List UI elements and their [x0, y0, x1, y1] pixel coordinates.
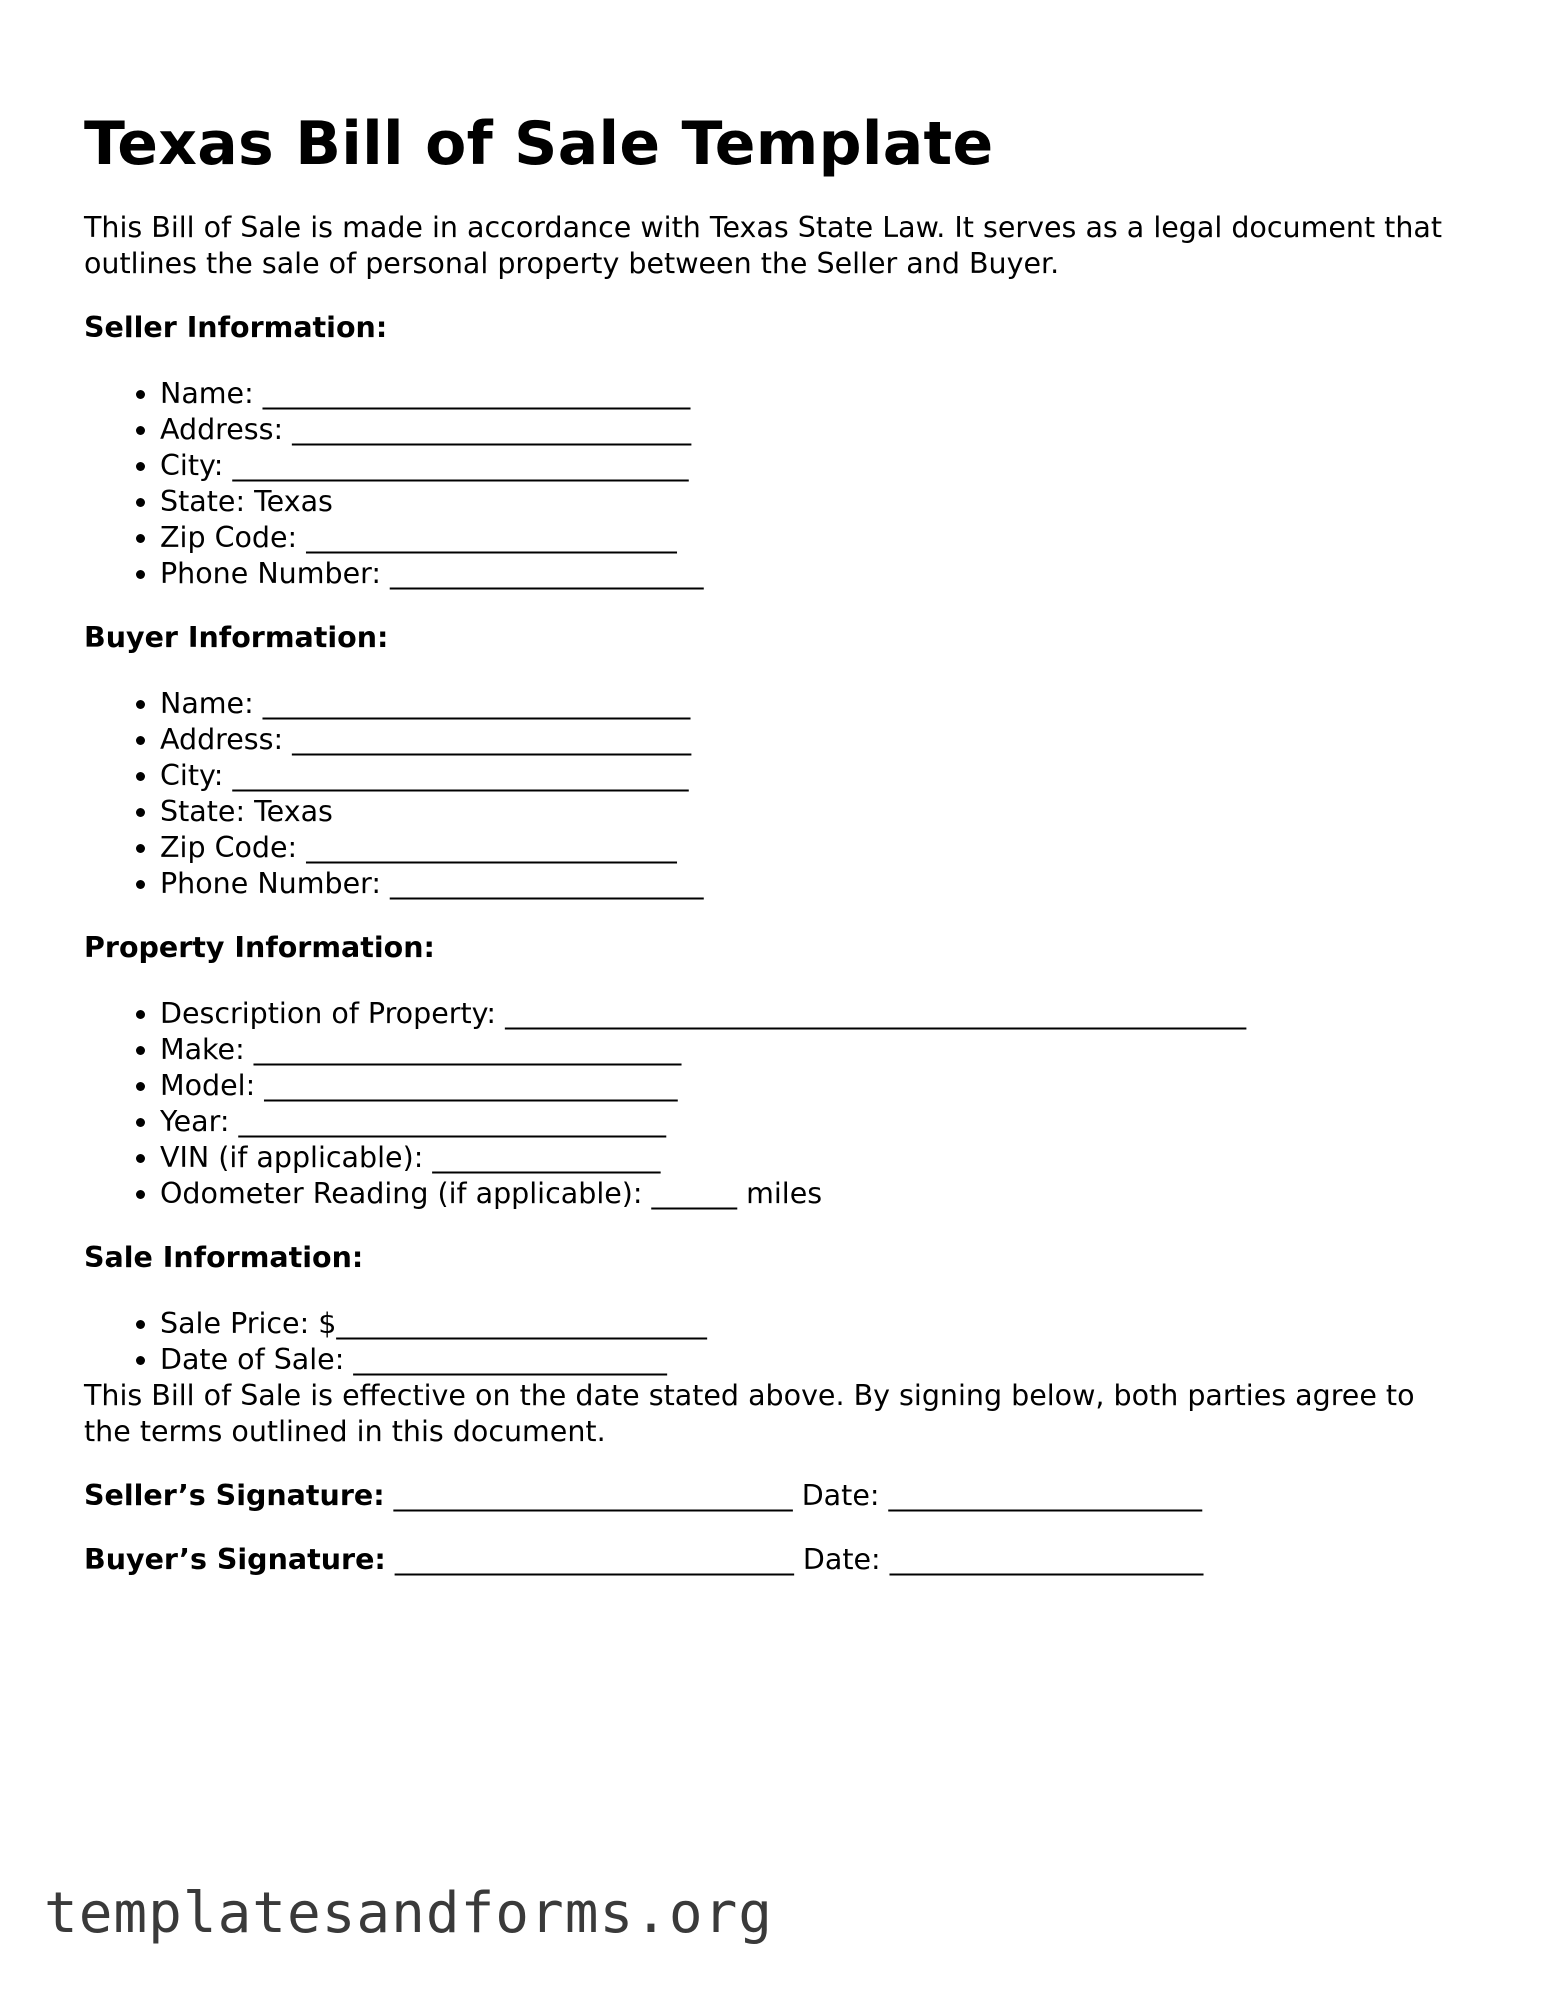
buyer-state-field: • State: Texas	[160, 794, 1464, 830]
property-year-field[interactable]: • Year: ______________________________	[160, 1104, 1464, 1140]
sale-date-field[interactable]: • Date of Sale: ______________________	[160, 1342, 1464, 1378]
document-title: Texas Bill of Sale Template	[84, 109, 994, 179]
closing-paragraph: This Bill of Sale is effective on the date stated above. By signing below, both parties agree to the terms outlined in this document.	[84, 1379, 1415, 1448]
property-description-field[interactable]: • Description of Property: ____________________________________________________	[160, 996, 1464, 1032]
sale-heading: Sale Information:	[84, 1241, 364, 1274]
site-watermark: templatesandforms.org	[44, 1881, 774, 1946]
buyer-heading: Buyer Information:	[84, 621, 389, 654]
seller-signature-blank[interactable]: ____________________________ Date: ______________________	[393, 1479, 1203, 1512]
property-field-list	[84, 996, 1464, 1212]
buyer-city-field[interactable]: • City: ________________________________	[160, 758, 1464, 794]
buyer-field-list	[84, 686, 1464, 902]
intro-paragraph: This Bill of Sale is made in accordance with Texas State Law. It serves as a legal document that outlines the sale of personal property between the Seller and Buyer.	[84, 211, 1443, 280]
buyer-zip-field[interactable]: • Zip Code: __________________________	[160, 830, 1464, 866]
seller-zip-field[interactable]: • Zip Code: __________________________	[160, 520, 1464, 556]
seller-heading: Seller Information:	[84, 311, 388, 344]
seller-state-field: • State: Texas	[160, 484, 1464, 520]
seller-field-list	[84, 376, 1464, 592]
seller-signature-label: Seller’s Signature:	[84, 1479, 385, 1512]
property-make-field[interactable]: • Make: ______________________________	[160, 1032, 1464, 1068]
buyer-signature-blank[interactable]: ____________________________ Date: ______________________	[394, 1543, 1204, 1576]
property-model-field[interactable]: • Model: _____________________________	[160, 1068, 1464, 1104]
seller-signature-line[interactable]	[84, 1478, 1464, 1514]
property-odometer-field[interactable]: • Odometer Reading (if applicable): ______ miles	[160, 1176, 1464, 1212]
seller-phone-field[interactable]: • Phone Number: ______________________	[160, 556, 1464, 592]
seller-city-field[interactable]: • City: ________________________________	[160, 448, 1464, 484]
buyer-signature-line[interactable]	[84, 1542, 1464, 1578]
seller-address-field[interactable]: • Address: ____________________________	[160, 412, 1464, 448]
sale-price-field[interactable]: • Sale Price: $__________________________	[160, 1306, 1464, 1342]
sale-field-list	[84, 1306, 1464, 1378]
buyer-signature-label: Buyer’s Signature:	[84, 1543, 386, 1576]
document-page	[84, 108, 1464, 1578]
property-heading: Property Information:	[84, 931, 435, 964]
property-vin-field[interactable]: • VIN (if applicable): ________________	[160, 1140, 1464, 1176]
buyer-address-field[interactable]: • Address: ____________________________	[160, 722, 1464, 758]
buyer-phone-field[interactable]: • Phone Number: ______________________	[160, 866, 1464, 902]
seller-name-field[interactable]: • Name: ______________________________	[160, 376, 1464, 412]
buyer-name-field[interactable]: • Name: ______________________________	[160, 686, 1464, 722]
